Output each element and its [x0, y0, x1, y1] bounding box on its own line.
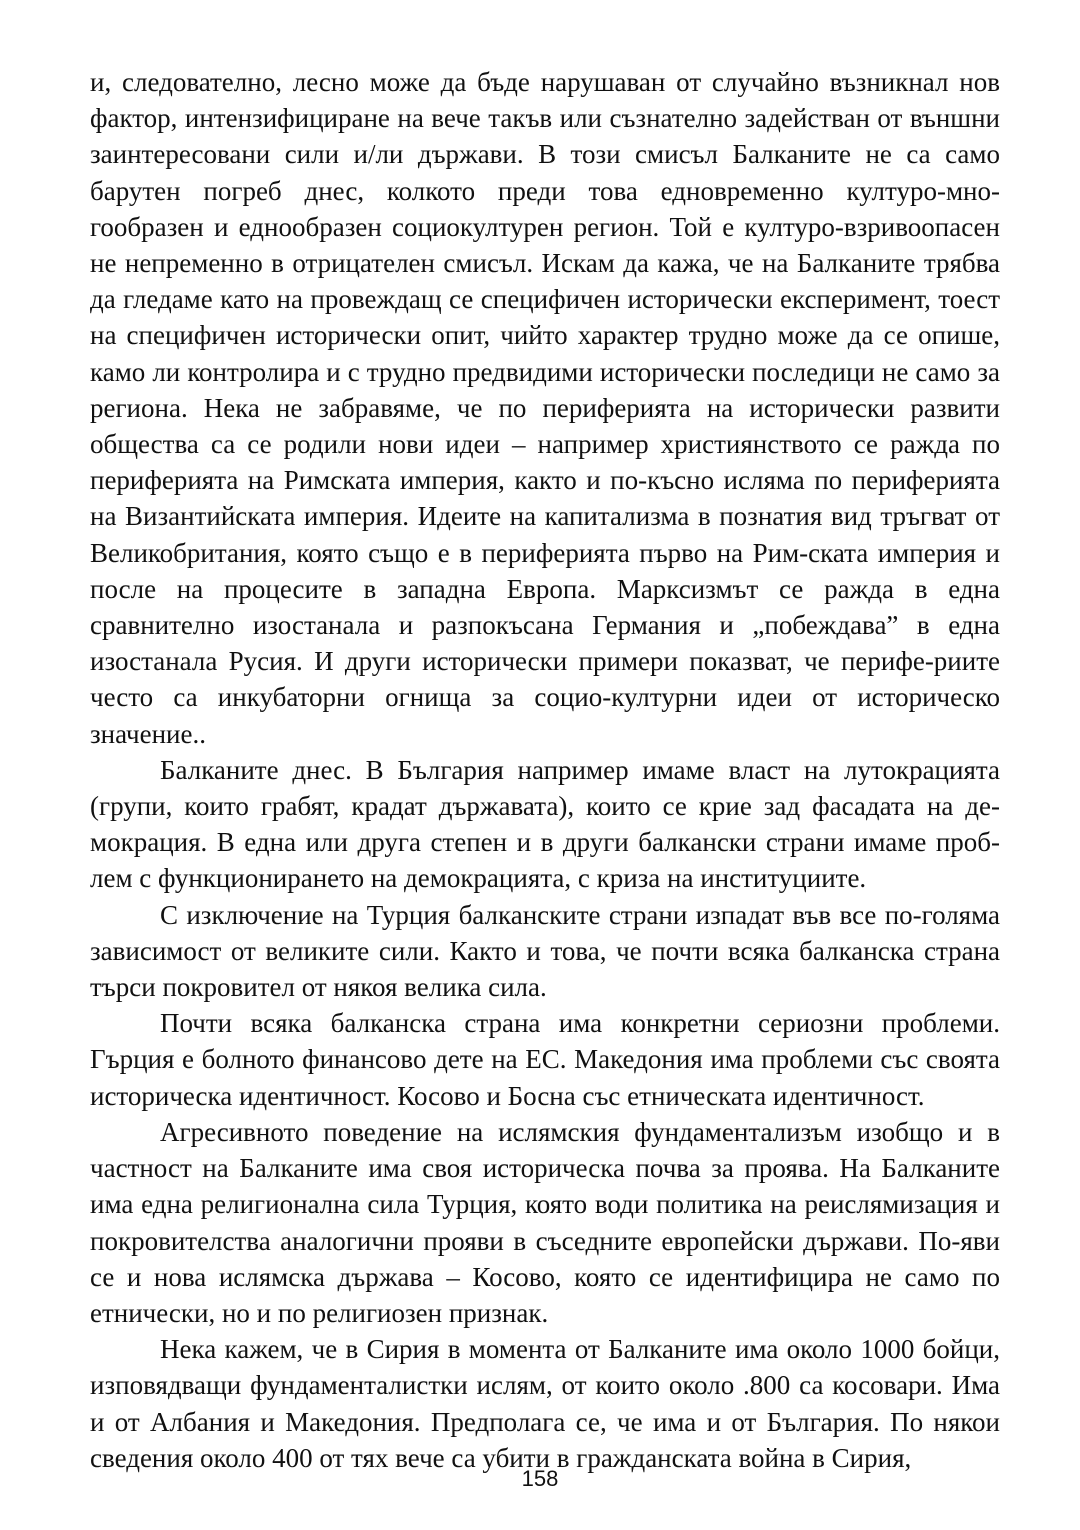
- page-number: 158: [521, 1466, 559, 1491]
- paragraph-1: и, следователно, лесно може да бъде нарушаван от случайно възникнал нов фактор, интензифициране на вече такъв или съзнателно задействан от външни заинтересовани сили и/ли държави. В този смисъл Балканите не са само барутен погреб днес, колкото преди това едновременно културо-мно-гообразен и еднообразен социокултурен регион. Той е културо-взривоопасен не непременно в отрицателен смисъл. Искам да кажа, че на Балканите трябва да гледаме като на провеждащ се специфичен исторически експеримент, тоест на специфичен исторически опит, чийто характер трудно може да се опише, камо ли контролира и с трудно предвидими исторически последици не само за региона. Нека не забравяме, че по периферията на исторически развити общества са се родили нови идеи – например християнството се ражда по периферията на Римската империя, както и по-късно исляма по периферията на Византийската империя. Идеите на капитализма в познатия вид тръгват от Великобритания, която също е в периферията първо на Рим-ската империя и после на процесите в западна Европа. Марксизмът се ражда в една сравнително изостанала и разпокъсана Германия и „побеждава” в една изостанала Русия. И други исторически примери показват, че перифе-риите често са инкубаторни огнища за социо-културни идеи от историческо значение..: [90, 67, 1000, 749]
- paragraph-6: Нека кажем, че в Сирия в момента от Балканите има около 1000 бойци, изповядващи фундаменталистки ислям, от които около .800 са косовари. Има и от Албания и Македония. Предполага се, че има и от България. По някои сведения около 400 от тях вече са убити в гражданската война в Сирия,: [90, 1334, 1000, 1473]
- paragraph-5: Агресивното поведение на ислямския фундаментализъм изобщо и в частност на Балканите има своя историческа почва за проява. На Балканите има една религионална сила Турция, която води политика на реислямизация и покровителства аналогични прояви в съседните европейски държави. По-яви се и нова ислямска държава – Косово, която се идентифицира не само по етнически, но и по религиозен признак.: [90, 1116, 1000, 1328]
- document-page: [90, 64, 1000, 1476]
- paragraph-3: С изключение на Турция балканските страни изпадат във все по-голяма зависимост от великите сили. Както и това, че почти всяка балканска страна търси покровител от някоя велика сила.: [90, 899, 1000, 1003]
- paragraph-4: Почти всяка балканска страна има конкретни сериозни проблеми. Гърция е болното финансово дете на ЕС. Македония има проблеми със своята историческа идентичност. Косово и Босна със етническата идентичност.: [90, 1008, 1000, 1111]
- paragraph-2: Балканите днес. В България например имаме власт на лутокрацията (групи, които грабят, крадат държавата), които се крие зад фасадата на де-мокрация. В една или друга степен и в други балкански страни имаме проб-лем с функционирането на демокрацията, с криза на институциите.: [90, 754, 1000, 894]
